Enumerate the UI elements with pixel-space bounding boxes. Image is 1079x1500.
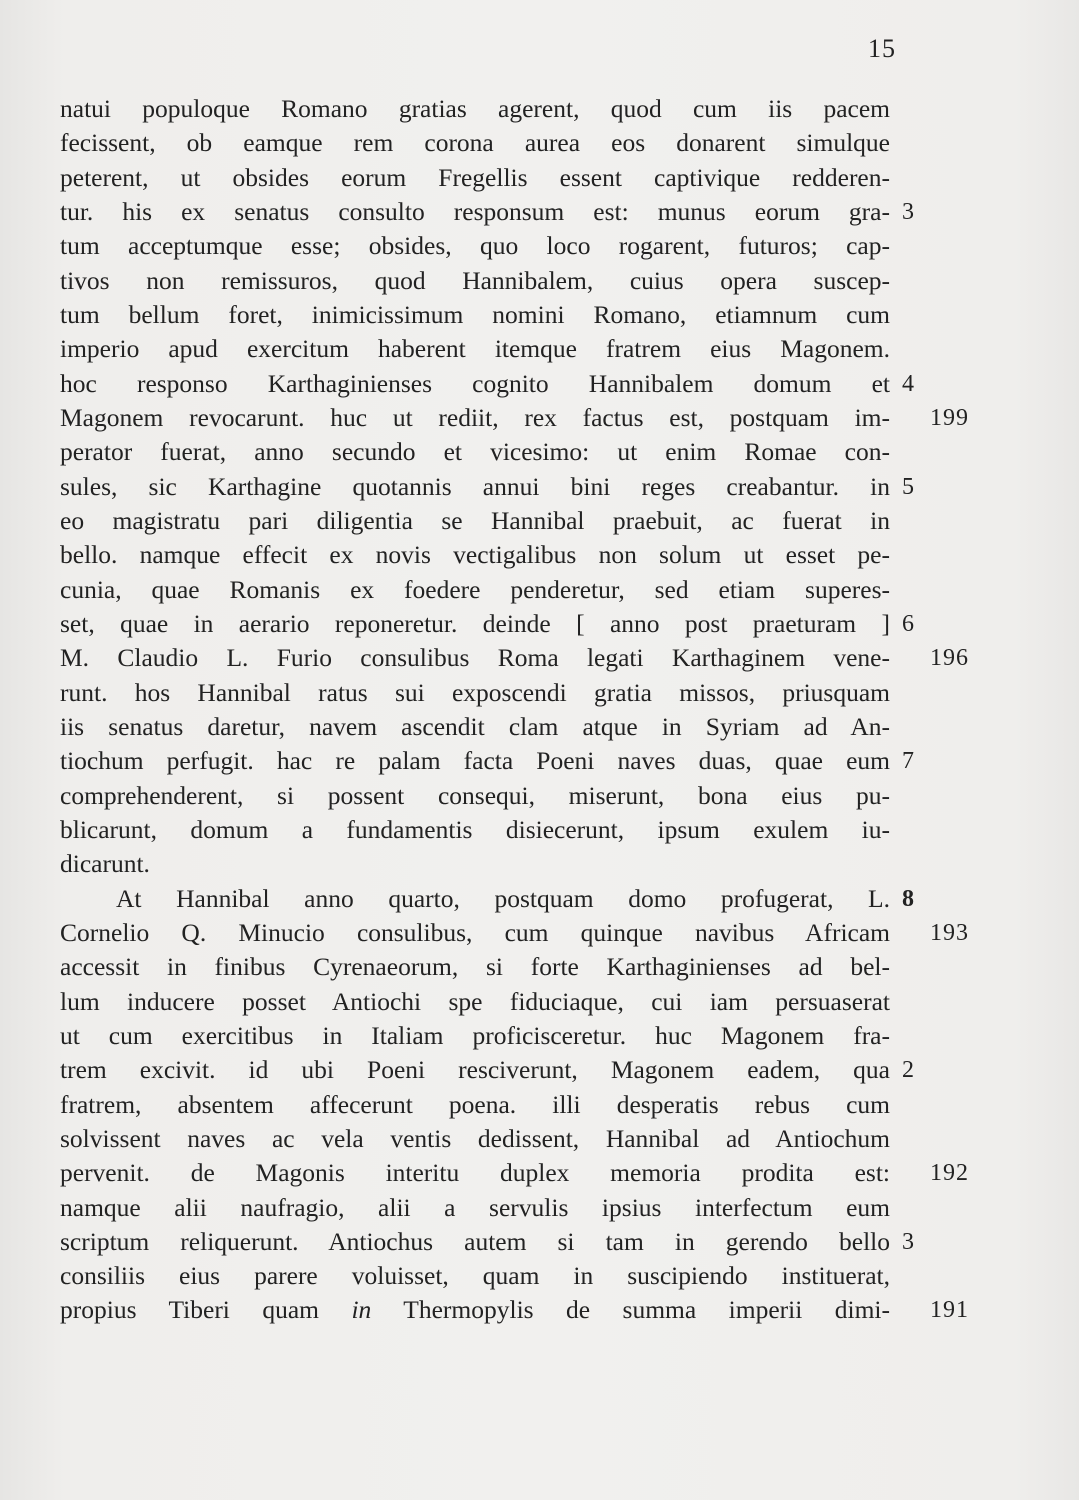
text-line bbox=[60, 813, 890, 847]
text-segment: Thermopylis de summa imperii dimi- bbox=[371, 1295, 890, 1325]
text-line-content: M. Claudio L. Furio consulibus Roma legati Karthaginem vene- bbox=[60, 643, 890, 673]
text-line-content: Magonem revocarunt. huc ut rediit, rex factus est, postquam im- bbox=[60, 402, 890, 432]
section-number: 6 bbox=[902, 610, 914, 637]
text-line-content: pervenit. de Magonis interitu duplex memoria prodita est: bbox=[60, 1158, 890, 1188]
text-segment: propius Tiberi quam bbox=[60, 1295, 352, 1325]
text-line-content: Cornelio Q. Minucio consulibus, cum quinque navibus Africam bbox=[60, 917, 890, 947]
text-line bbox=[60, 573, 890, 607]
text-line-content: trem excivit. id ubi Poeni resciverunt, Magonem eadem, qua bbox=[60, 1055, 890, 1085]
text-line bbox=[60, 641, 969, 675]
text-line-content: hoc responso Karthaginienses cognito Hannibalem domum et bbox=[60, 368, 890, 398]
text-line bbox=[60, 126, 890, 160]
text-line-content: scriptum reliquerunt. Antiochus autem si tam in gerendo bello bbox=[60, 1226, 890, 1256]
section-number: 3 bbox=[902, 1228, 914, 1255]
section-number: 5 bbox=[902, 473, 914, 500]
text-line bbox=[60, 298, 890, 332]
text-line bbox=[60, 401, 969, 435]
text-line bbox=[60, 1088, 890, 1122]
text-line bbox=[60, 229, 890, 263]
year-marginal-note: 191 bbox=[930, 1297, 969, 1324]
text-line-content: runt. hos Hannibal ratus sui exposcendi gratia missos, priusquam bbox=[60, 677, 890, 707]
text-line bbox=[60, 1225, 914, 1259]
text-line-content: lum inducere posset Antiochi spe fiduciaque, cui iam persuaserat bbox=[60, 986, 890, 1016]
text-line-content: cunia, quae Romanis ex foedere penderetur, sed etiam superes- bbox=[60, 574, 890, 604]
text-line bbox=[60, 710, 890, 744]
year-marginal-note: 192 bbox=[930, 1160, 969, 1187]
text-line-content: consiliis eius parere voluisset, quam in suscipiendo instituerat, bbox=[60, 1261, 890, 1291]
text-line-content: tum acceptumque esse; obsides, quo loco rogarent, futuros; cap- bbox=[60, 231, 890, 261]
text-line bbox=[60, 916, 969, 950]
section-number: 4 bbox=[902, 370, 914, 397]
text-line-content: namque alii naufragio, alii a servulis ipsius interfectum eum bbox=[60, 1192, 890, 1222]
text-line-content: comprehenderent, si possent consequi, miserunt, bona eius pu- bbox=[60, 780, 890, 810]
latin-text-body bbox=[60, 92, 969, 1328]
text-line-content: dicarunt. bbox=[60, 849, 150, 879]
text-line bbox=[60, 847, 890, 881]
text-line-content: At Hannibal anno quarto, postquam domo profugerat, L. bbox=[116, 883, 890, 913]
text-line-content: sules, sic Karthagine quotannis annui bini reges creabantur. in bbox=[60, 471, 890, 501]
section-number: 7 bbox=[902, 748, 914, 775]
text-line-content: peterent, ut obsides eorum Fregellis essent captivique redderen- bbox=[60, 162, 890, 192]
text-line-content: tiochum perfugit. hac re palam facta Poeni naves duas, quae eum bbox=[60, 746, 890, 776]
text-line-content: perator fuerat, anno secundo et vicesimo: ut enim Romae con- bbox=[60, 437, 890, 467]
text-line-content: bello. namque effecit ex novis vectigalibus non solum ut esset pe- bbox=[60, 540, 890, 570]
text-line-content: ut cum exercitibus in Italiam proficisceretur. huc Magonem fra- bbox=[60, 1020, 890, 1050]
text-line bbox=[60, 779, 890, 813]
section-number: 3 bbox=[902, 198, 914, 225]
italic-word: in bbox=[351, 1295, 372, 1325]
text-line bbox=[60, 1293, 969, 1327]
text-line bbox=[60, 264, 890, 298]
text-line bbox=[60, 161, 890, 195]
text-line-content: natui populoque Romano gratias agerent, quod cum iis pacem bbox=[60, 94, 890, 123]
text-line bbox=[60, 538, 890, 572]
text-line bbox=[60, 1053, 914, 1087]
text-line-content: tur. his ex senatus consulto responsum est: munus eorum gra- bbox=[60, 196, 890, 226]
text-line bbox=[60, 882, 914, 916]
text-line bbox=[60, 1191, 890, 1225]
text-line-content: fecissent, ob eamque rem corona aurea eos donarent simulque bbox=[60, 128, 890, 158]
year-marginal-note: 199 bbox=[930, 404, 969, 431]
text-line bbox=[60, 607, 914, 641]
year-marginal-note: 196 bbox=[930, 645, 969, 672]
text-line bbox=[60, 1019, 890, 1053]
text-line-content bbox=[60, 1293, 890, 1327]
text-line-content: accessit in finibus Cyrenaeorum, si forte Karthaginienses ad bel- bbox=[60, 952, 890, 982]
text-line bbox=[60, 744, 914, 778]
text-line bbox=[60, 504, 890, 538]
section-number: 2 bbox=[902, 1057, 914, 1084]
text-line bbox=[60, 367, 914, 401]
text-line bbox=[60, 1156, 969, 1190]
section-number: 8 bbox=[902, 885, 914, 912]
text-line bbox=[60, 1122, 890, 1156]
text-line-content: eo magistratu pari diligentia se Hannibal praebuit, ac fuerat in bbox=[60, 505, 890, 535]
text-line bbox=[60, 92, 890, 126]
text-line bbox=[60, 985, 890, 1019]
text-line-content: solvissent naves ac vela ventis dedissent, Hannibal ad Antiochum bbox=[60, 1123, 890, 1153]
text-line bbox=[60, 470, 914, 504]
text-line bbox=[60, 435, 890, 469]
text-line bbox=[60, 950, 890, 984]
text-line-content: tivos non remissuros, quod Hannibalem, cuius opera suscep- bbox=[60, 265, 890, 295]
text-line-content: tum bellum foret, inimicissimum nomini Romano, etiamnum cum bbox=[60, 299, 890, 329]
text-line bbox=[60, 195, 914, 229]
year-marginal-note: 193 bbox=[930, 919, 969, 946]
text-line-content: fratrem, absentem affecerunt poena. illi desperatis rebus cum bbox=[60, 1089, 890, 1119]
text-line bbox=[60, 332, 890, 366]
text-line-content: blicarunt, domum a fundamentis disiecerunt, ipsum exulem iu- bbox=[60, 814, 890, 844]
text-line-content: imperio apud exercitum haberent itemque fratrem eius Magonem. bbox=[60, 334, 890, 364]
text-line bbox=[60, 676, 890, 710]
page-number: 15 bbox=[868, 34, 896, 63]
text-line bbox=[60, 1259, 890, 1293]
text-line-content: set, quae in aerario reponeretur. deinde [ anno post praeturam ] bbox=[60, 608, 890, 638]
text-line-content: iis senatus daretur, navem ascendit clam atque in Syriam ad An- bbox=[60, 711, 890, 741]
